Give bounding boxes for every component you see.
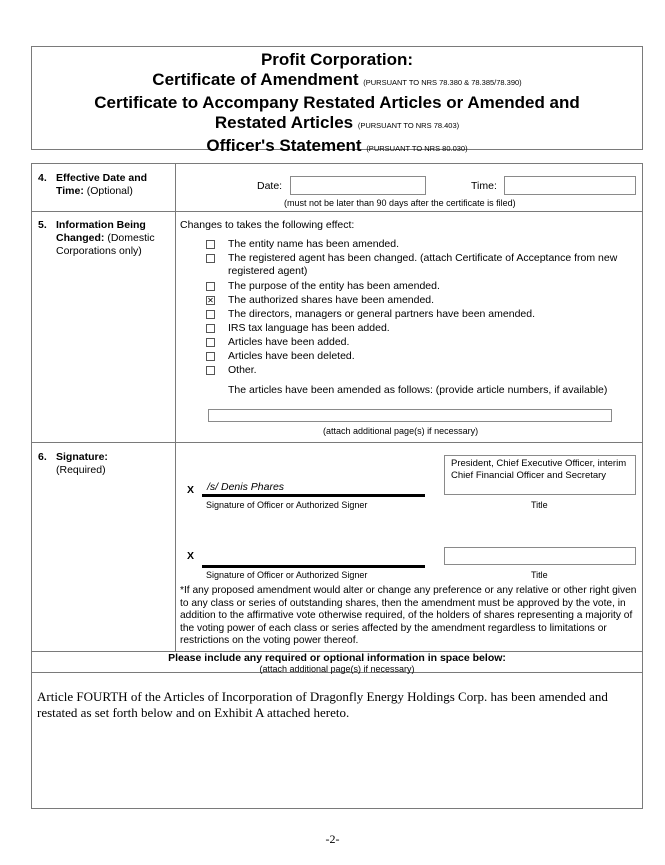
title-2-label: Title bbox=[531, 570, 548, 580]
section-5-number: 5. bbox=[38, 219, 47, 231]
optional-info-area[interactable] bbox=[31, 673, 643, 809]
change-option-label: The registered agent has been changed. (attach Certificate of Acceptance from new registered agent) bbox=[228, 252, 618, 277]
change-option-checkbox[interactable] bbox=[206, 240, 215, 249]
header-officers-statement: Officer's Statement bbox=[206, 136, 362, 155]
title-1-label: Title bbox=[531, 500, 548, 510]
change-option-label: Other. bbox=[228, 364, 257, 376]
change-option-checkbox[interactable] bbox=[206, 338, 215, 347]
section-6-title bbox=[56, 451, 174, 477]
change-option-checkbox[interactable] bbox=[206, 366, 215, 375]
signature-1-x: X bbox=[187, 484, 195, 496]
change-option-label: Articles have been added. bbox=[228, 336, 350, 348]
section-4-title-bold: Effective Date and Time: bbox=[56, 172, 148, 197]
optional-info-subheading: (attach additional page(s) if necessary) bbox=[259, 664, 415, 674]
signature-2-line[interactable] bbox=[202, 565, 425, 568]
signature-1-line bbox=[202, 494, 425, 497]
section-6-number: 6. bbox=[38, 451, 47, 463]
attach-note: (attach additional page(s) if necessary) bbox=[323, 426, 479, 436]
change-option-label: IRS tax language has been added. bbox=[228, 322, 390, 334]
change-option-label: Articles have been deleted. bbox=[228, 350, 355, 362]
title-2-input[interactable] bbox=[444, 547, 636, 565]
change-option-label: The entity name has been amended. bbox=[228, 238, 400, 250]
changes-intro: Changes to takes the following effect: bbox=[180, 219, 355, 231]
row-divider-5-6 bbox=[32, 442, 642, 443]
header-line-1: Profit Corporation: bbox=[260, 50, 414, 69]
column-divider bbox=[175, 164, 176, 651]
change-option-checkbox[interactable] bbox=[206, 254, 215, 263]
time-label: Time: bbox=[471, 180, 497, 192]
title-1-input[interactable]: President, Chief Executive Officer, interim Chief Financial Officer and Secretary bbox=[444, 455, 636, 495]
amendment-footnote: *If any proposed amendment would alter or change any preference or any relative or other right given to any class or series of outstanding shares, then the amendment must be approved by the vote, in addition to the affirmative vote otherwise required, of the holders of shares representing a majority of the voting power of each class or series affected by the amendment regardless to limitations or restrictions on the voting power thereof. bbox=[180, 585, 637, 647]
change-option-label: The authorized shares have been amended. bbox=[228, 294, 435, 306]
section-5-title-domestic: (Domestic Corporations only) bbox=[56, 232, 155, 257]
header-restated-articles: Restated Articles bbox=[214, 113, 354, 132]
date-label: Date: bbox=[257, 180, 283, 192]
section-6-title-required: (Required) bbox=[56, 464, 106, 476]
header-statute-3: (PURSUANT TO NRS 80.030) bbox=[366, 144, 468, 153]
optional-info-text: Article FOURTH of the Articles of Incorporation of Dragonfly Energy Holdings Corp. has been amended and restated as set forth below and on Exhibit A attached hereto. bbox=[37, 689, 608, 720]
effective-date-note: (must not be later than 90 days after the certificate is filed) bbox=[284, 198, 516, 208]
change-option-checkbox[interactable]: ✕ bbox=[207, 296, 214, 305]
section-4-title-optional: (Optional) bbox=[86, 185, 133, 197]
section-4-number: 4. bbox=[38, 172, 47, 184]
row-divider-4-5 bbox=[32, 211, 642, 212]
header-line-2 bbox=[32, 70, 642, 93]
change-option-label: The directors, managers or general partners have been amended. bbox=[228, 308, 536, 320]
section-5-title bbox=[56, 219, 174, 258]
change-option-checkbox[interactable] bbox=[206, 282, 215, 291]
header-certificate-of-amendment: Certificate of Amendment bbox=[152, 70, 359, 89]
date-input[interactable] bbox=[290, 176, 426, 195]
form-table bbox=[31, 163, 643, 673]
section-5-title-bold: Information Being Changed: bbox=[56, 219, 146, 244]
signature-1-value[interactable]: /s/ Denis Phares bbox=[207, 481, 285, 493]
change-option-checkbox[interactable] bbox=[206, 310, 215, 319]
amended-articles-input[interactable] bbox=[208, 409, 612, 422]
change-option-checkbox[interactable] bbox=[206, 324, 215, 333]
optional-info-heading: Please include any required or optional information in space below: bbox=[168, 652, 506, 664]
section-4-title bbox=[56, 172, 174, 198]
signature-1-label: Signature of Officer or Authorized Signer bbox=[206, 500, 368, 510]
page-number: -2- bbox=[325, 832, 340, 846]
signature-2-x: X bbox=[187, 550, 195, 562]
header-statute-1: (PURSUANT TO NRS 78.380 & 78.385/78.390) bbox=[363, 78, 522, 87]
change-option-checkbox[interactable] bbox=[206, 352, 215, 361]
signature-2-label: Signature of Officer or Authorized Signer bbox=[206, 570, 368, 580]
amended-prompt: The articles have been amended as follows: (provide article numbers, if available) bbox=[228, 384, 608, 396]
header-line-4 bbox=[32, 113, 642, 136]
time-input[interactable] bbox=[504, 176, 636, 195]
header-statute-2: (PURSUANT TO NRS 78.403) bbox=[357, 121, 460, 130]
header-line-3: Certificate to Accompany Restated Articles or Amended and bbox=[94, 93, 580, 112]
section-6-title-bold: Signature: bbox=[56, 451, 108, 463]
form-header bbox=[31, 46, 643, 155]
change-option-label: The purpose of the entity has been amended. bbox=[228, 280, 440, 292]
header-line-5 bbox=[32, 136, 642, 159]
